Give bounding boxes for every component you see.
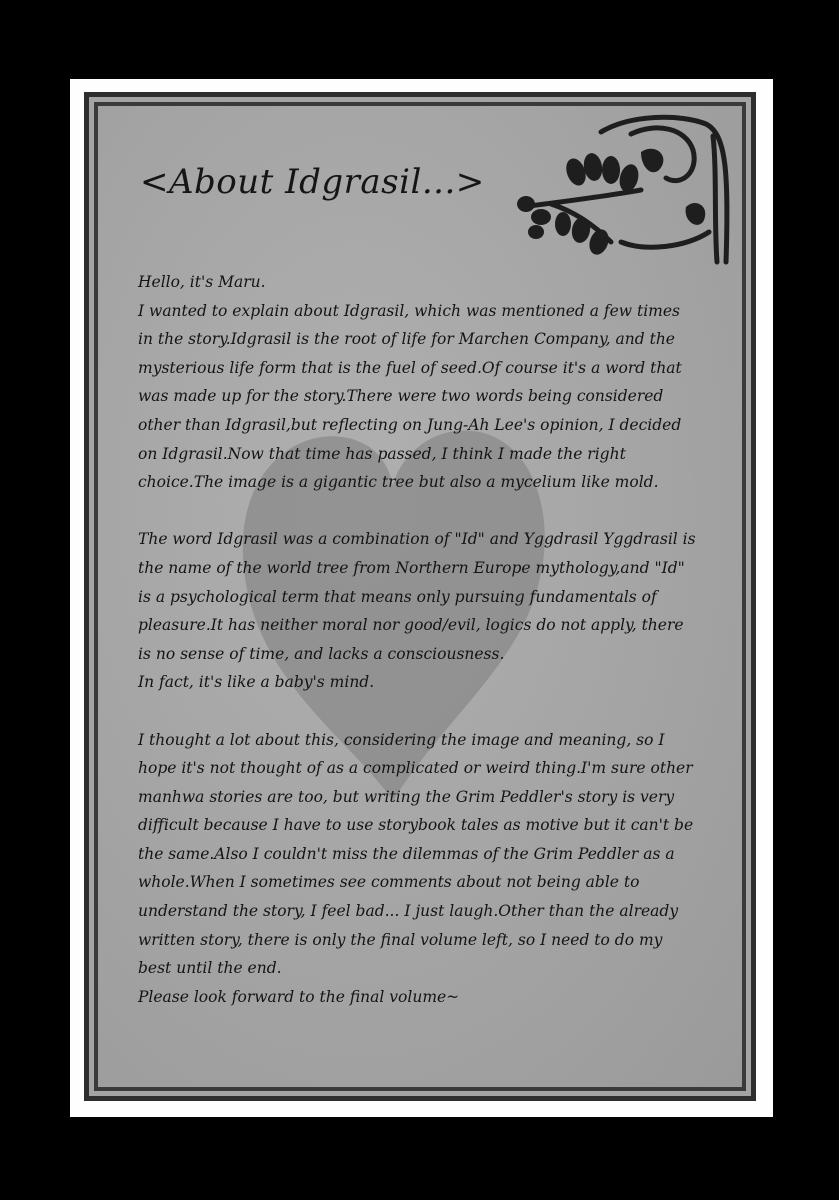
page-sheet bbox=[70, 79, 773, 1117]
page-frame bbox=[84, 92, 756, 1101]
paragraph-closing: I thought a lot about this, considering the image and meaning, so I hope it's not thought of as a complicated or weird thing.I'm sure other manhwa stories are too, but writing the Grim Peddler's story is very difficult because I have to use storybook tales as motive but it can't be the same.Also I couldn't miss the dilemmas of the Grim Peddler as a whole.When I sometimes see comments about not being able to understand the story, I feel bad... I just laugh.Other than the already written story, there is only the final volume left, so I need to do my best until the end. Please look forward to the final volume~ bbox=[138, 730, 694, 1006]
paragraph-etymology: The word Idgrasil was a combination of "Id" and Yggdrasil Yggdrasil is the name of the world tree from Northern Europe mythology,and "Id" is a psychological term that means only pursuing fundamentals of pleasure.It has neither moral nor good/evil, logics do not apply, there is no sense of time, and lacks a consciousness. In fact, it's like a baby's mind. bbox=[138, 530, 696, 692]
paragraph-intro: Hello, it's Maru. I wanted to explain about Idgrasil, which was mentioned a few times in the story.Idgrasil is the root of life for Marchen Company, and the mysterious life form that is the fuel of seed.Of course it's a word that was made up for the story.There were two words being considered other than Idgrasil,but reflecting on Jung-Ah Lee's opinion, I decided on Idgrasil.Now that time has passed, I think I made the right choice.The image is a gigantic tree but also a mycelium like mold. bbox=[138, 273, 682, 492]
floral-corner-ornament-icon bbox=[481, 112, 736, 272]
letter-body bbox=[138, 268, 698, 1011]
page-inner-frame bbox=[94, 102, 746, 1091]
page-title: <About Idgrasil...> bbox=[140, 162, 485, 202]
